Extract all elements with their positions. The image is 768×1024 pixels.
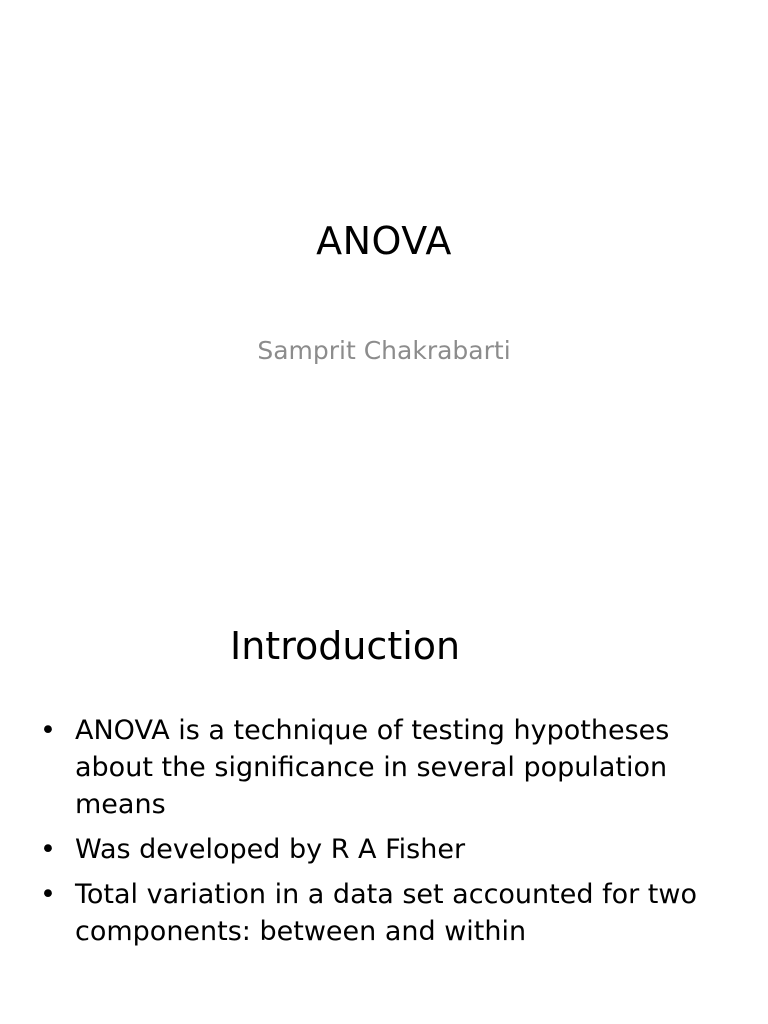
bullet-icon: • [40, 879, 56, 910]
bullet-item [40, 712, 740, 823]
bullet-icon: • [40, 715, 56, 746]
bullet-item [40, 876, 740, 950]
bullet-text: Total variation in a data set accounted for two components: between and within [75, 879, 697, 947]
presentation-author: Samprit Chakrabarti [257, 336, 511, 365]
bullet-text: ANOVA is a technique of testing hypotheses about the significance in several population means [75, 715, 670, 820]
bullet-text: Was developed by R A Fisher [75, 834, 466, 865]
slide-heading: Introduction [230, 624, 461, 668]
introduction-slide [0, 576, 768, 1024]
bullet-icon: • [40, 834, 56, 865]
presentation-title: ANOVA [316, 219, 452, 263]
bullet-item [40, 831, 740, 868]
bullet-list [40, 712, 740, 958]
